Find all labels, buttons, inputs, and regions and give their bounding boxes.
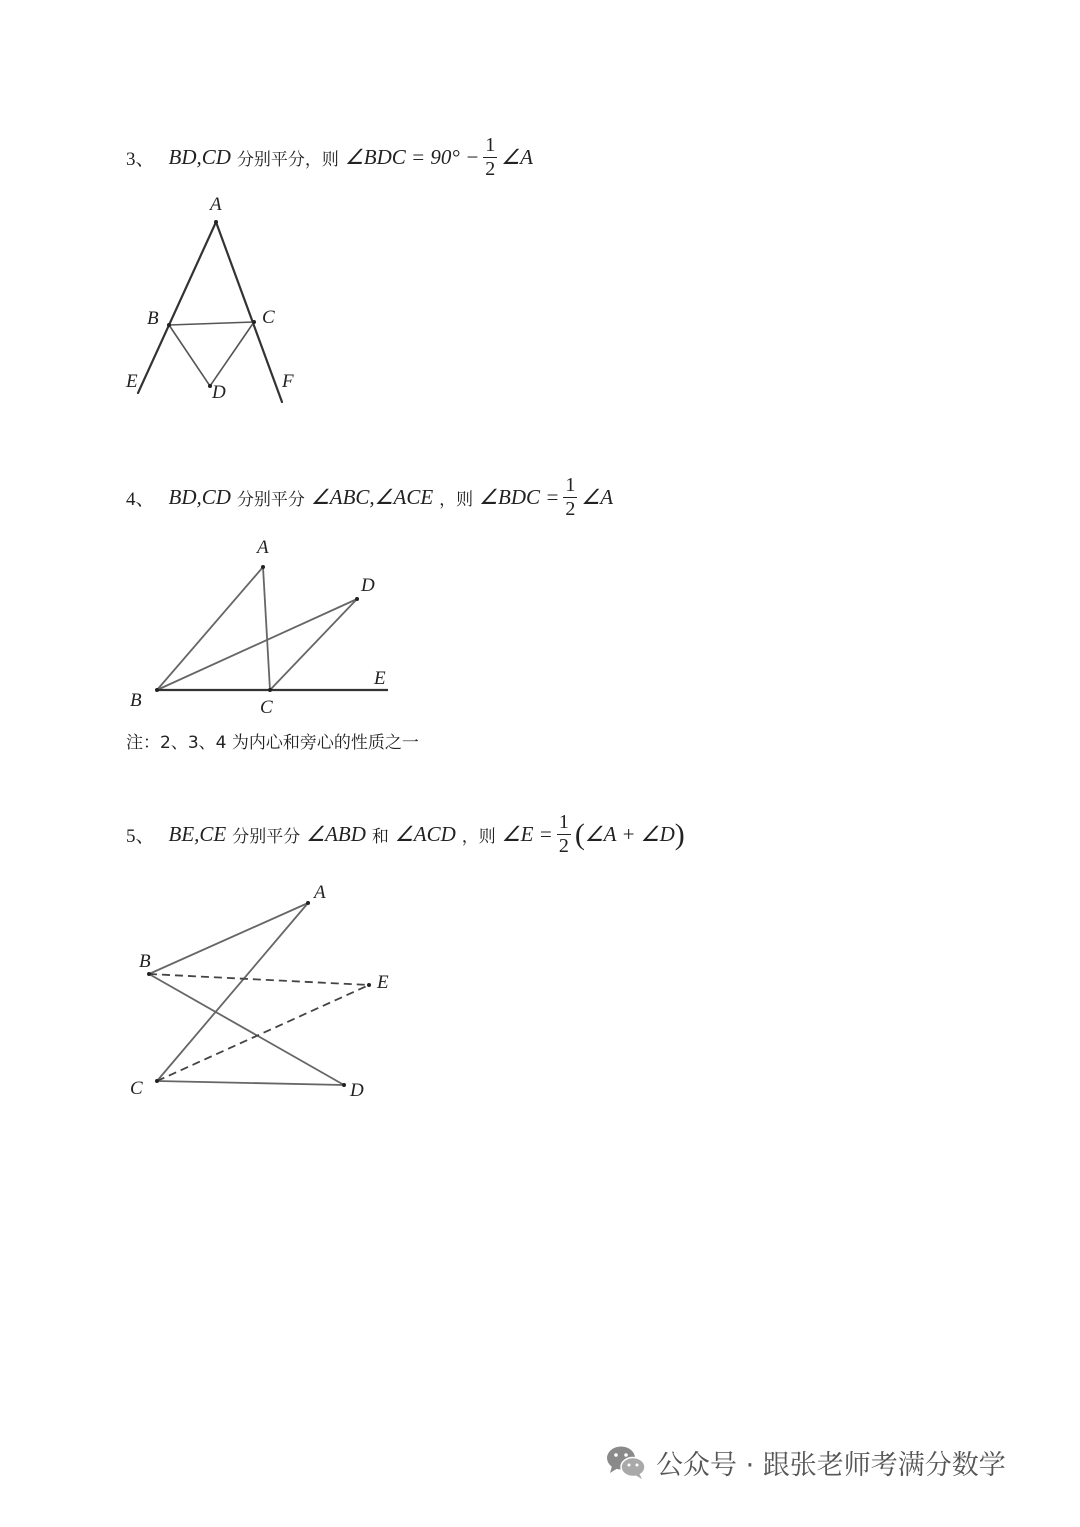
- point-c: [155, 1079, 159, 1083]
- and-text: 和: [371, 827, 389, 847]
- dashed-ce: [157, 985, 369, 1081]
- formula-right: ∠A: [501, 145, 533, 169]
- fraction: [557, 812, 571, 857]
- segment-bc: [169, 322, 254, 325]
- label-c: C: [130, 1078, 143, 1099]
- label-c: C: [260, 697, 273, 718]
- item-number: 4、: [126, 489, 155, 510]
- paren-close: ): [674, 817, 685, 851]
- segment-cd: [270, 599, 357, 690]
- statement-text: 分别平分: [236, 490, 305, 510]
- then-text: ，则: [439, 490, 474, 510]
- formula-inner: ∠A + ∠D: [584, 822, 675, 846]
- bisector-lines: BD,CD: [168, 145, 231, 169]
- bisected-angle-2: ∠ACD: [394, 822, 456, 846]
- fraction: [563, 475, 577, 520]
- label-b: B: [139, 951, 151, 972]
- paren-open: (: [574, 817, 585, 851]
- figure-4: [120, 530, 410, 725]
- footer-text: 公众号 · 跟张老师考满分数学: [656, 1449, 1006, 1481]
- fraction-numerator: 1: [565, 474, 576, 496]
- figure-3: [110, 185, 330, 415]
- point-b: [147, 972, 151, 976]
- note-text: 注：2、3、4 为内心和旁心的性质之一: [126, 733, 419, 753]
- segment-ab: [157, 567, 263, 690]
- point-b: [167, 323, 171, 327]
- label-d: D: [212, 382, 226, 403]
- formula-left: ∠E =: [501, 822, 553, 846]
- segment-bd: [169, 325, 210, 386]
- dashed-be: [149, 974, 369, 985]
- fraction-numerator: 1: [558, 811, 569, 833]
- label-a: A: [210, 194, 222, 215]
- wechat-icon: [604, 1442, 648, 1482]
- bisected-angle-1: ∠ABD: [306, 822, 366, 846]
- fraction-numerator: 1: [485, 134, 496, 156]
- label-a: A: [314, 882, 326, 903]
- segment-bd: [157, 599, 357, 690]
- fraction-denominator: 2: [558, 835, 569, 857]
- bisected-angles: ∠ABC,∠ACE: [310, 485, 434, 509]
- item-number: 5、: [126, 826, 155, 847]
- bisector-lines: BD,CD: [168, 485, 231, 509]
- segment-cd: [210, 322, 254, 386]
- formula-left: ∠BDC =: [479, 485, 560, 509]
- point-a: [214, 220, 218, 224]
- formula-left: ∠BDC = 90° −: [344, 145, 480, 169]
- fraction-denominator: 2: [485, 158, 496, 180]
- label-b: B: [130, 690, 142, 711]
- statement-text: 分别平分，则: [236, 150, 339, 170]
- item-4-statement: [126, 475, 613, 520]
- point-b: [155, 688, 159, 692]
- point-a: [306, 901, 310, 905]
- item-3-statement: [126, 135, 533, 180]
- segment-bd: [149, 974, 344, 1085]
- bisector-lines: BE,CE: [168, 822, 227, 846]
- label-d: D: [361, 575, 375, 596]
- label-f: F: [282, 371, 294, 392]
- label-e: E: [377, 972, 389, 993]
- fraction-denominator: 2: [565, 498, 576, 520]
- point-c: [268, 688, 272, 692]
- segment-ab: [149, 903, 308, 974]
- point-d: [355, 597, 359, 601]
- fraction: [483, 135, 497, 180]
- item-number: 3、: [126, 149, 155, 170]
- point-d: [342, 1083, 346, 1087]
- statement-text: 分别平分: [232, 827, 301, 847]
- label-e: E: [374, 668, 386, 689]
- then-text: ，则: [461, 827, 496, 847]
- point-a: [261, 565, 265, 569]
- figure-5: [120, 870, 410, 1110]
- label-e: E: [126, 371, 138, 392]
- point-e: [367, 983, 371, 987]
- segment-cd: [157, 1081, 344, 1085]
- label-c: C: [262, 307, 275, 328]
- label-b: B: [147, 308, 159, 329]
- label-a: A: [257, 537, 269, 558]
- formula-right: ∠A: [581, 485, 614, 509]
- segment-ac: [263, 567, 270, 690]
- item-5-statement: [126, 812, 685, 857]
- wechat-account-footer: [604, 1438, 1006, 1486]
- label-d: D: [350, 1080, 364, 1101]
- point-c: [252, 320, 256, 324]
